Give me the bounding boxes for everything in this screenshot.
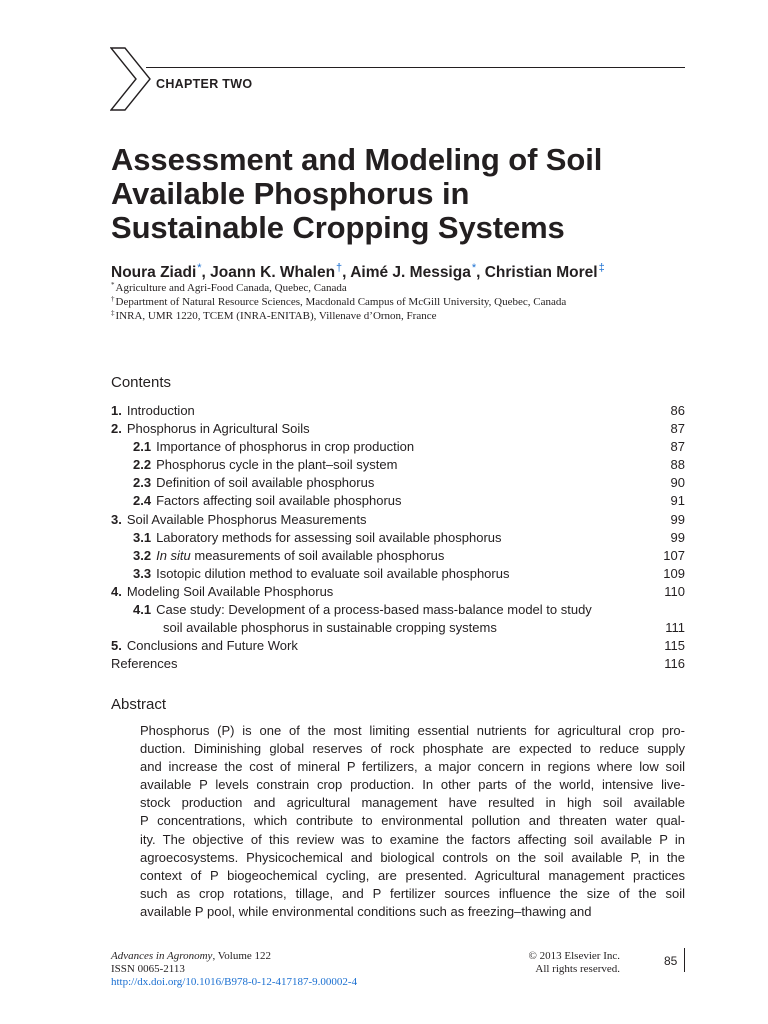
toc-entry-page: 109: [663, 565, 685, 581]
affiliation: [111, 309, 566, 323]
affiliation-mark: *: [111, 281, 115, 289]
chapter-label: CHAPTER TWO: [156, 77, 253, 91]
toc-entry-title: measurements of soil available phosphorus: [190, 547, 445, 563]
toc-entry[interactable]: [111, 547, 685, 565]
toc-entry-number: 2.: [111, 421, 122, 437]
toc-entry-number: 3.1: [133, 529, 152, 545]
abstract-line: ity. The objective of this review was to examine the factors affecting soil available P in: [140, 831, 685, 847]
toc-entry-page: 90: [670, 475, 685, 491]
toc-entry-page: 110: [664, 583, 685, 599]
toc-entry-page: 86: [670, 403, 685, 418]
toc-entry-title: Importance of phosphorus in crop production: [156, 439, 415, 455]
toc-entry-number: 5.: [111, 638, 122, 654]
abstract-body: [140, 722, 685, 921]
toc-entry-title: References: [111, 656, 178, 672]
toc-entry-title: Conclusions and Future Work: [126, 638, 298, 654]
table-of-contents: [111, 402, 685, 673]
toc-entry-number: 1.: [111, 403, 122, 418]
journal-volume: , Volume 122: [212, 950, 272, 962]
abstract-line: stock production and agricultural management have resulted in high soil available: [140, 795, 685, 811]
title-line: Assessment and Modeling of Soil: [111, 142, 603, 177]
toc-entry[interactable]: [111, 637, 685, 655]
toc-entry[interactable]: [111, 565, 685, 583]
toc-entry-title: Phosphorus cycle in the plant–soil system: [156, 457, 398, 473]
affiliation-mark: *: [471, 262, 477, 274]
issn: ISSN 0065-2113: [111, 963, 185, 975]
affiliation: [111, 295, 566, 309]
toc-entry-number: 2.1: [133, 439, 152, 455]
toc-entry-number: 3.2: [133, 547, 152, 563]
toc-entry-number: 3.: [111, 511, 122, 527]
toc-entry[interactable]: [111, 529, 685, 547]
chapter-chevron-icon: [110, 47, 152, 113]
toc-entry-title: Isotopic dilution method to evaluate soil available phosphorus: [156, 565, 510, 581]
author-list: [111, 264, 605, 282]
abstract-line: P concentrations, which contribute to environmental pollution and threaten water qual-: [140, 813, 685, 829]
toc-entry-page: 116: [664, 656, 685, 672]
toc-entry[interactable]: [111, 583, 685, 601]
toc-entry-number: 2.4: [133, 493, 152, 509]
toc-entry[interactable]: [111, 438, 685, 456]
author-name: Joann K. Whalen: [210, 264, 336, 281]
title-line: Sustainable Cropping Systems: [111, 210, 565, 245]
toc-entry-number: 2.3: [133, 475, 152, 491]
toc-entry-page: 115: [664, 638, 685, 654]
page-number-rule: [684, 948, 685, 972]
page-number: 85: [664, 954, 678, 968]
toc-entry-title: Modeling Soil Available Phosphorus: [126, 583, 334, 599]
copyright-info: [510, 950, 620, 976]
toc-entry[interactable]: [111, 619, 685, 637]
title-line: Available Phosphorus in: [111, 176, 470, 211]
affiliation-mark: †: [111, 295, 115, 303]
toc-entry-italic: In situ: [156, 547, 191, 563]
toc-entry-title: Introduction: [126, 403, 195, 418]
toc-entry-title: soil available phosphorus in sustainable cropping systems: [163, 620, 497, 636]
affiliation: [111, 281, 566, 295]
affiliation-text: Department of Natural Resource Sciences, Macdonald Campus of McGill University, Quebec, Canada: [115, 296, 567, 308]
toc-entry-title: Definition of soil available phosphorus: [156, 475, 375, 491]
abstract-line: available P pool, while environmental conditions such as freezing–thawing and: [140, 903, 592, 919]
journal-name: Advances in Agronomy: [111, 950, 213, 962]
author-name: Noura Ziadi: [111, 264, 197, 281]
toc-entry-page: 107: [663, 547, 685, 563]
toc-entry-page: 87: [670, 439, 685, 455]
author-separator: ,: [342, 264, 351, 281]
toc-entry-number: 4.: [111, 583, 122, 599]
contents-heading: Contents: [111, 374, 172, 391]
copyright: © 2013 Elsevier Inc.: [528, 950, 620, 962]
toc-entry-number: 4.1: [133, 602, 152, 618]
affiliation-mark: *: [197, 262, 202, 274]
author-separator: ,: [201, 264, 211, 281]
paper-title: [111, 143, 711, 245]
toc-entry[interactable]: [111, 456, 685, 474]
author-name: Christian Morel: [484, 264, 598, 281]
toc-entry-page: 111: [665, 620, 685, 636]
toc-entry-page: 87: [670, 421, 685, 437]
toc-entry-title: Case study: Development of a process-based mass-balance model to study: [156, 602, 592, 618]
chapter-rule: [146, 67, 685, 68]
toc-entry[interactable]: [111, 474, 685, 492]
toc-entry-page: 99: [670, 511, 685, 527]
abstract-line: agroecosystems. Physicochemical and biological controls on the soil available P, in the: [140, 849, 685, 865]
toc-entry[interactable]: [111, 601, 685, 619]
abstract-line: and increase the cost of mineral P fertilizers, a major concern in regions where low soil: [140, 759, 685, 775]
toc-entry[interactable]: [111, 402, 685, 420]
affiliation-text: INRA, UMR 1220, TCEM (INRA-ENITAB), Villenave d’Ornon, France: [115, 310, 437, 322]
toc-entry[interactable]: [111, 655, 685, 673]
toc-entry-page: 91: [670, 493, 685, 509]
toc-entry[interactable]: [111, 420, 685, 438]
toc-entry-number: 2.2: [133, 457, 152, 473]
rights: All rights reserved.: [535, 963, 620, 975]
abstract-line: duction. Diminishing global reserves of rock phosphate are expected to reduce supply: [140, 741, 685, 757]
author-name: Aimé J. Messiga: [350, 264, 471, 281]
toc-entry-title: Laboratory methods for assessing soil available phosphorus: [156, 529, 502, 545]
affiliation-text: Agriculture and Agri-Food Canada, Quebec, Canada: [115, 282, 347, 294]
doi-link[interactable]: http://dx.doi.org/10.1016/B978-0-12-417187-9.00002-4: [111, 976, 358, 988]
abstract-heading: Abstract: [111, 696, 167, 713]
toc-entry-title: Phosphorus in Agricultural Soils: [126, 421, 310, 437]
toc-entry-title: Soil Available Phosphorus Measurements: [126, 511, 367, 527]
toc-entry[interactable]: [111, 492, 685, 510]
toc-entry-title: Factors affecting soil available phosphorus: [156, 493, 402, 509]
toc-entry-page: 99: [670, 529, 685, 545]
affiliation-mark: †: [336, 262, 343, 274]
abstract-line: available P levels constrain crop production. In other parts of the world, intensive live-: [140, 777, 685, 793]
author-separator: ,: [476, 264, 485, 281]
affiliation-mark: ‡: [598, 262, 605, 274]
toc-entry-number: 3.3: [133, 565, 152, 581]
abstract-line: context of P biogeochemical cycling, are presented. Agricultural management practices: [140, 867, 685, 883]
toc-entry-page: 88: [670, 457, 685, 473]
toc-entry[interactable]: [111, 511, 685, 529]
affiliations: [111, 281, 566, 323]
journal-info: [111, 950, 357, 989]
abstract-line: Phosphorus (P) is one of the most limiting essential nutrients for agricultural crop pro-: [140, 723, 685, 738]
affiliation-mark: ‡: [111, 309, 115, 317]
abstract-line: such as crop rotations, tillage, and P fertilizer sources influence the size of the soil: [140, 885, 685, 901]
